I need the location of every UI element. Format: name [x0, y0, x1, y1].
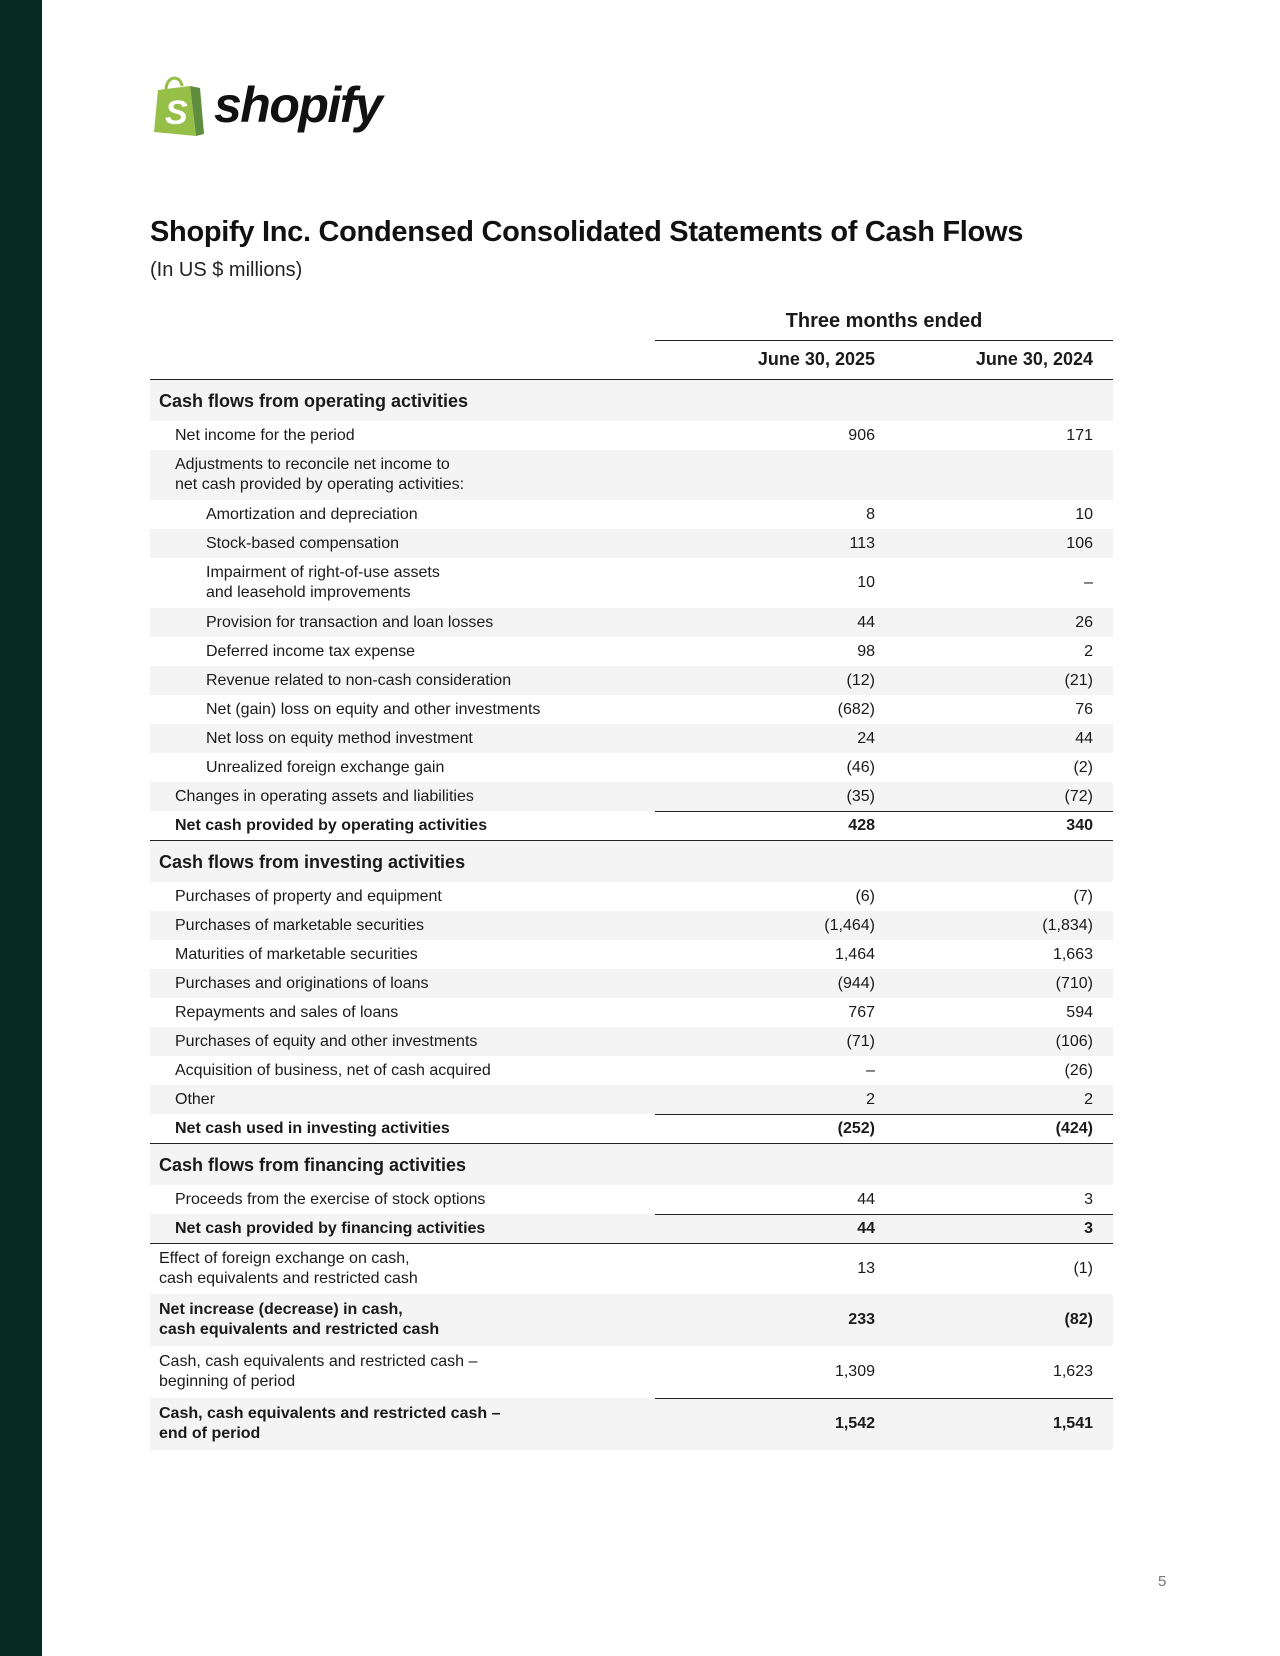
page-number: 5	[1158, 1573, 1167, 1590]
total-row-financing: Net cash provided by financing activities 44 3	[150, 1214, 1113, 1244]
total-row-ending-cash: Cash, cash equivalents and restricted cash – end of period 1,542 1,541	[150, 1398, 1113, 1450]
shopify-bag-icon	[150, 72, 206, 138]
table-row: Changes in operating assets and liabilities (35) (72)	[150, 782, 1113, 811]
table-row: Purchases of equity and other investments (71) (106)	[150, 1027, 1113, 1056]
page-subtitle: (In US $ millions)	[150, 259, 303, 281]
table-row: Impairment of right-of-use assets and leasehold improvements 10 –	[206, 564, 1093, 601]
table-row: Net loss on equity method investment 24 44	[150, 724, 1113, 753]
section-heading-operating: Cash flows from operating activities	[150, 380, 1113, 421]
total-row-investing: Net cash used in investing activities (252) (424)	[150, 1114, 1113, 1144]
cash-flow-table	[150, 380, 1113, 1450]
column-header-2025: June 30, 2025	[757, 349, 875, 369]
table-row: Purchases and originations of loans (944) (710)	[150, 969, 1113, 998]
table-row: Revenue related to non-cash consideration (12) (21)	[150, 666, 1113, 695]
total-row-operating: Net cash provided by operating activities 428 340	[150, 811, 1113, 841]
logo-wordmark: shopify	[214, 77, 382, 133]
table-row: Adjustments to reconcile net income to net cash provided by operating activities:	[150, 450, 1113, 500]
column-headers	[150, 349, 1113, 380]
table-row: Net (gain) loss on equity and other investments (682) 76	[206, 700, 1093, 718]
table-row: Deferred income tax expense 98 2	[206, 642, 1093, 660]
table-row: Amortization and depreciation 8 10	[206, 505, 1093, 523]
section-heading-financing: Cash flows from financing activities	[150, 1144, 1113, 1185]
table-row: Other 2 2	[150, 1085, 1113, 1114]
table-row: Proceeds from the exercise of stock options 44 3	[175, 1190, 1093, 1208]
left-accent-bar	[0, 0, 42, 1656]
table-row: Unrealized foreign exchange gain (46) (2)	[206, 758, 1093, 776]
section-heading-investing: Cash flows from investing activities	[150, 841, 1113, 882]
svg-text:S: S	[165, 94, 188, 132]
table-row: Stock-based compensation 113 106	[150, 529, 1113, 558]
shopify-logo	[150, 72, 381, 138]
table-row-net-change: Net increase (decrease) in cash, cash equivalents and restricted cash 233 (82)	[150, 1294, 1113, 1346]
table-row: Net income for the period 906 171	[175, 426, 1093, 444]
table-row: Purchases of property and equipment (6) (7)	[175, 887, 1093, 905]
table-row: Acquisition of business, net of cash acquired – (26)	[175, 1061, 1093, 1079]
table-row: Purchases of marketable securities (1,464) (1,834)	[150, 911, 1113, 940]
column-group-header: Three months ended	[655, 310, 1113, 341]
table-row: Maturities of marketable securities 1,464 1,663	[175, 945, 1093, 963]
table-row: Repayments and sales of loans 767 594	[175, 1003, 1093, 1021]
table-row: Provision for transaction and loan losses 44 26	[150, 608, 1113, 637]
column-header-2024: June 30, 2024	[975, 349, 1093, 369]
page-title: Shopify Inc. Condensed Consolidated Statements of Cash Flows	[150, 216, 1024, 248]
table-row-beginning-cash: Cash, cash equivalents and restricted cash – beginning of period 1,309 1,623	[159, 1353, 1093, 1390]
table-row-fx-effect: Effect of foreign exchange on cash, cash equivalents and restricted cash 13 (1)	[159, 1250, 1093, 1287]
